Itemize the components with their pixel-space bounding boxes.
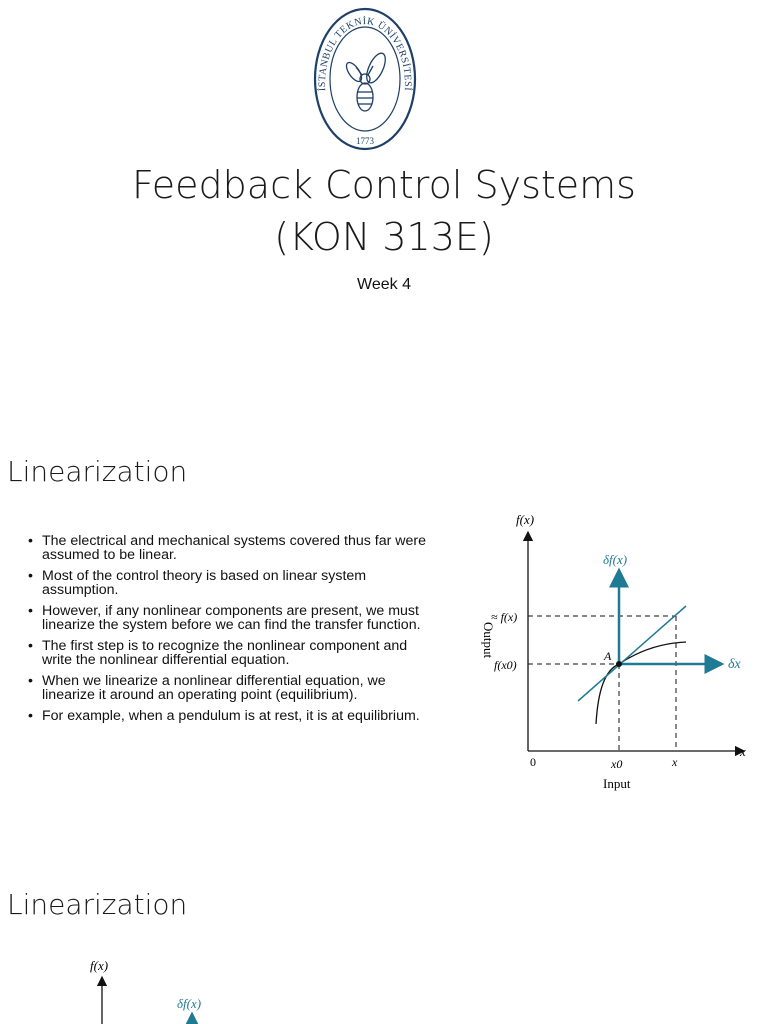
presentation-title-line2: (KON 313E) bbox=[274, 215, 494, 259]
dashed-guides bbox=[528, 616, 676, 751]
f-x0-label: f(x0) bbox=[494, 658, 517, 672]
y-axis-top-label: f(x) bbox=[516, 512, 535, 527]
seal-ring-text: İSTANBUL TEKNİK ÜNİVERSİTESİ bbox=[316, 16, 414, 92]
bee-icon bbox=[344, 51, 390, 111]
linearization-diagram bbox=[460, 505, 760, 805]
approx-f-label: ≈ f(x) bbox=[491, 610, 518, 624]
bullet-item: • When we linearize a nonlinear differential equation, we linearize it around an operating point (equilibrium). bbox=[28, 674, 428, 702]
university-seal-logo bbox=[310, 4, 420, 154]
tangent-line bbox=[578, 606, 686, 701]
bullet-item: • Most of the control theory is based on linear system assumption. bbox=[28, 569, 428, 597]
bullet-item: • The electrical and mechanical systems covered thus far were assumed to be linear. bbox=[28, 534, 428, 562]
linearization-diagram-2 bbox=[80, 955, 240, 1024]
x-tick-label: x bbox=[672, 755, 678, 769]
delta-f-label: δf(x) bbox=[603, 552, 628, 567]
operating-point bbox=[616, 661, 622, 667]
bullet-item: • However, if any nonlinear components are present, we must linearize the system before we can find the transfer function. bbox=[28, 604, 428, 632]
x0-tick-label: x0 bbox=[611, 757, 623, 771]
y-axis-top-label-2: f(x) bbox=[90, 958, 109, 973]
bullet-item: • For example, when a pendulum is at rest, it is at equilibrium. bbox=[28, 709, 428, 723]
slide-title: Linearization bbox=[7, 455, 188, 488]
presentation-subtitle: Week 4 bbox=[357, 276, 411, 293]
bullet-list bbox=[28, 534, 428, 730]
x-axis-title: Input bbox=[603, 776, 631, 791]
slide-title-2: Linearization bbox=[7, 888, 188, 921]
origin-label: 0 bbox=[530, 755, 536, 769]
seal-year: 1773 bbox=[356, 136, 374, 146]
bullet-item: • The first step is to recognize the nonlinear component and write the nonlinear differential equation. bbox=[28, 639, 428, 667]
delta-f-label-2: δf(x) bbox=[177, 996, 202, 1011]
point-a-label: A bbox=[604, 649, 612, 663]
delta-x-label: δx bbox=[728, 657, 741, 672]
y-axis-title: Output bbox=[481, 621, 496, 659]
presentation-title-line1: Feedback Control Systems bbox=[132, 163, 636, 207]
x-axis-end-label: x bbox=[740, 744, 746, 759]
